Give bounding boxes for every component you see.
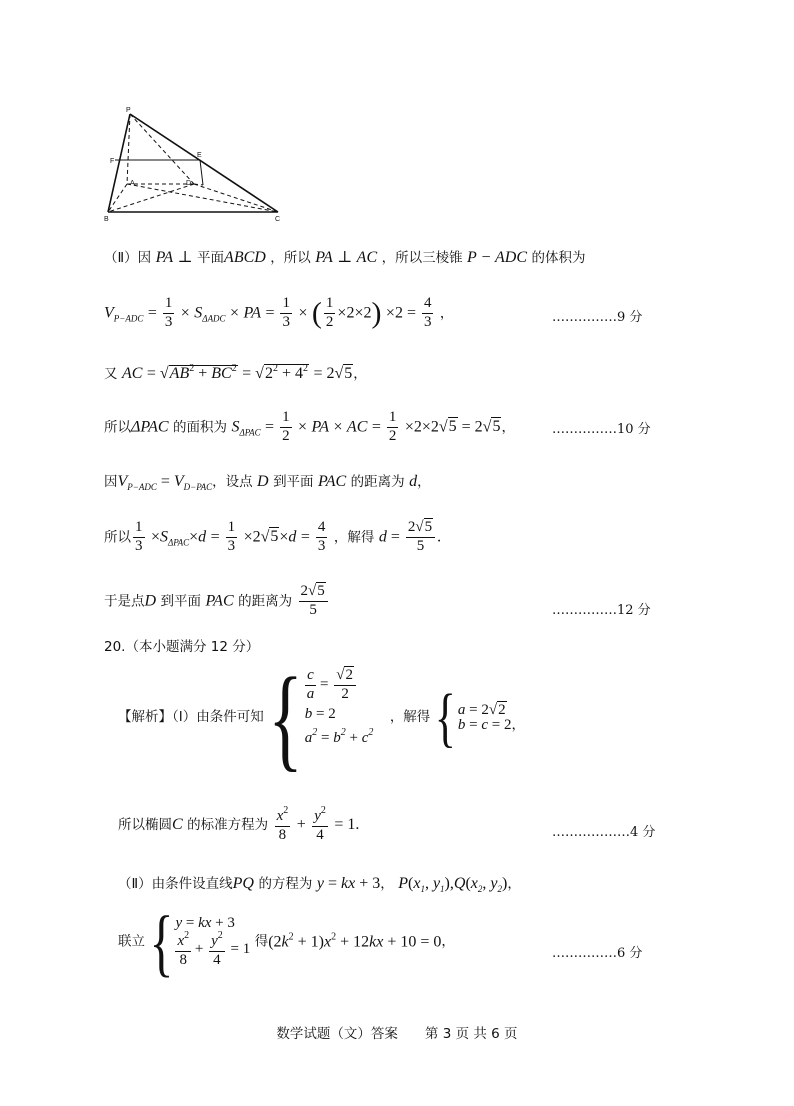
- combine-line: 联立 { y = kx + 3 $\frac{x^2}{8}$ + $\frac{y^2}{4}$ = 1 得$(2k^2 + 1)x^2 + 12kx + 10 = 0$，: [118, 900, 455, 985]
- page-footer: 数学试题（文）答案 第 3 页 共 6 页: [276, 1026, 518, 1042]
- label-e: E: [197, 152, 202, 159]
- label-d: D: [186, 180, 192, 187]
- score-4: ………………4 分: [552, 825, 656, 840]
- label-b: B: [104, 216, 109, 223]
- score-9: ……………9 分: [552, 310, 643, 325]
- pyramid-figure: [100, 100, 290, 230]
- ellipse-equation: 所以椭圆C 的标准方程为 $\frac{x^2}{8}$ + $\frac{y^2}{4}$ = 1.: [118, 805, 360, 843]
- label-p: P: [126, 107, 131, 114]
- score-10: ……………10 分: [552, 422, 651, 437]
- q20-title: 20.（本小题满分 12 分）: [104, 639, 260, 655]
- score-6: ……………6 分: [552, 946, 643, 961]
- label-a: A: [130, 180, 135, 187]
- label-f: F: [110, 158, 115, 165]
- part2-line-pq: （Ⅱ）由条件设直线PQ 的方程为 y = kx + 3， $P(x_1$, $y_1),Q(x_2$, $y_2$)，: [118, 875, 521, 894]
- ac-equation: 又 AC = $√AB^2 + BC^2 = √2^2 + 4^2 = 2√5$，: [104, 363, 367, 382]
- q20-part1: 【解析】（Ⅰ）由条件可知 { $\frac{c}{a}$ = $\frac{√2}{2}$ b = 2 $a^2 = b^2 + c^2$ ，解得 { a = 2√2 b = c = 2，: [118, 653, 525, 782]
- area-equation: 所以ΔPAC 的面积为 $S_{\Delta PAC}$ = $\frac{1}{2}$ × PA × AC = $\frac{1}{2}$ ×2×2√5 = 2√5，: [104, 409, 515, 444]
- conclusion-line: 于是点D 到平面 PAC 的距离为 $\frac{2√5}{5}$: [104, 584, 330, 619]
- solve-d-line: 所以 $\frac{1}{3}$ $\times S_{\Delta PAC}\times d$ = $\frac{1}{3}$ ×2√5×d = $\frac{4}{3}$ ，解得 d = $\frac{2√5}{5}$ .: [104, 519, 442, 554]
- label-c: C: [275, 216, 281, 223]
- part2-intro: （Ⅱ）因 PA ⊥ 平面ABCD ，所以 PA ⊥ AC ，所以三棱锥 P − ADC 的体积为: [104, 249, 586, 266]
- volume-equation: $V_{P-ADC}$ = $\frac{1}{3}$ × $S_{\Delta ADC}$ × PA = $\frac{1}{3}$ × ( $\frac{1}{2}$ ×2×2) ×2 = $\frac{4}{3}$ ，: [104, 295, 454, 330]
- score-12: ……………12 分: [552, 603, 651, 618]
- equal-volume-line: 因$V_{P-ADC} = V_{D-PAC}$，设点 D 到平面 PAC 的距离为 d，: [104, 473, 431, 492]
